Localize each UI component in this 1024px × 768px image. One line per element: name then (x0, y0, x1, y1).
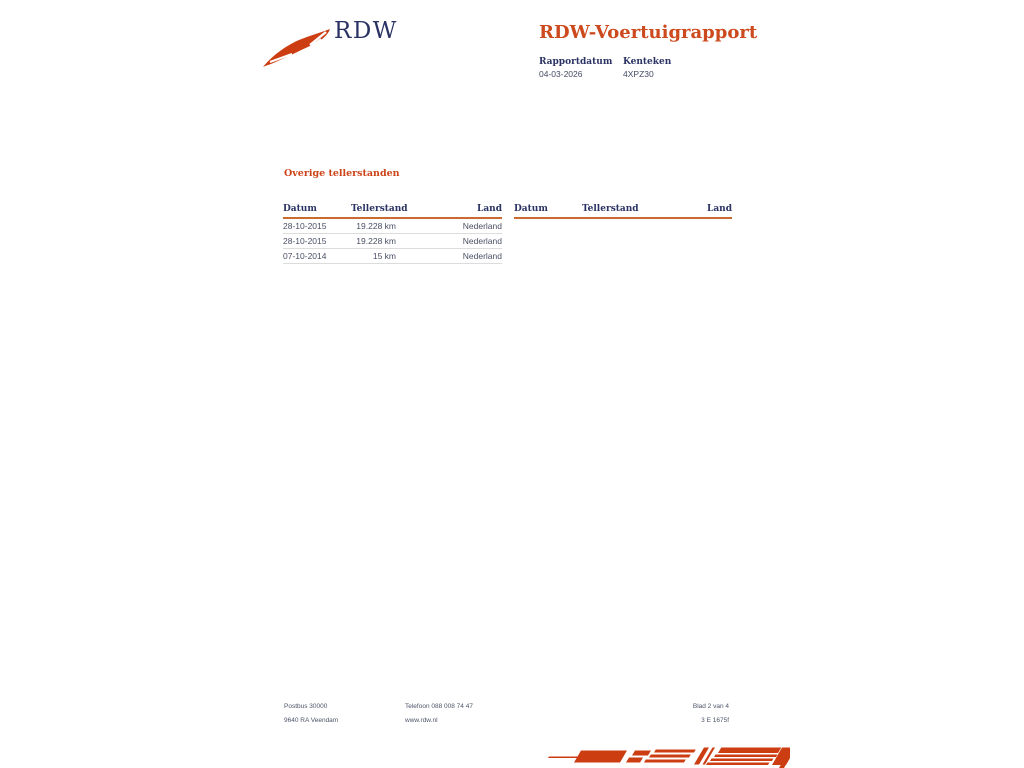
cell-tellerstand: 19.228 km (356, 221, 396, 231)
cell-tellerstand: 19.228 km (356, 236, 396, 246)
rdw-wordmark: RDW (334, 18, 398, 44)
table-header-row (283, 204, 502, 219)
column-header-tellerstand: Tellerstand (351, 204, 408, 214)
section-title-overige-tellerstanden: Overige tellerstanden (284, 168, 400, 179)
footer-website: www.rdw.nl (405, 717, 438, 724)
footer-contact (405, 700, 473, 728)
document-title: RDW-Voertuigrapport (539, 22, 758, 43)
table-row (283, 219, 502, 234)
cell-datum: 28-10-2015 (283, 221, 327, 231)
cell-land: Nederland (462, 221, 502, 231)
license-plate-label: Kenteken (623, 57, 672, 67)
footer-address-line2: 9640 RA Veendam (284, 717, 339, 724)
table-row (283, 249, 502, 264)
cell-datum: 07-10-2014 (283, 251, 327, 261)
report-date-value: 04-03-2026 (539, 69, 583, 79)
table-header-row (514, 204, 732, 219)
column-header-land: Land (477, 204, 502, 214)
table-row (283, 234, 502, 249)
cell-tellerstand: 15 km (372, 251, 396, 261)
footer-page-indicator: Blad 2 van 4 (692, 703, 729, 710)
report-date-label: Rapportdatum (539, 57, 613, 67)
odometer-table-right (514, 204, 732, 219)
rdw-wing-logo-icon (263, 29, 331, 69)
cell-datum: 28-10-2015 (283, 236, 327, 246)
license-plate-value: 4XPZ30 (623, 69, 654, 79)
odometer-table-left (283, 204, 502, 264)
footer-address-line1: Postbus 30000 (284, 703, 328, 710)
column-header-tellerstand: Tellerstand (582, 204, 639, 214)
footer-form-code: 3 E 1675f (701, 717, 729, 724)
speed-lines-swoosh-icon (548, 744, 790, 768)
cell-land: Nederland (462, 236, 502, 246)
column-header-datum: Datum (283, 204, 317, 214)
column-header-land: Land (707, 204, 732, 214)
footer-phone: Telefoon 088 008 74 47 (405, 703, 473, 710)
cell-land: Nederland (462, 251, 502, 261)
footer-page-info (600, 700, 729, 728)
column-header-datum: Datum (514, 204, 548, 214)
footer-address (284, 700, 338, 728)
